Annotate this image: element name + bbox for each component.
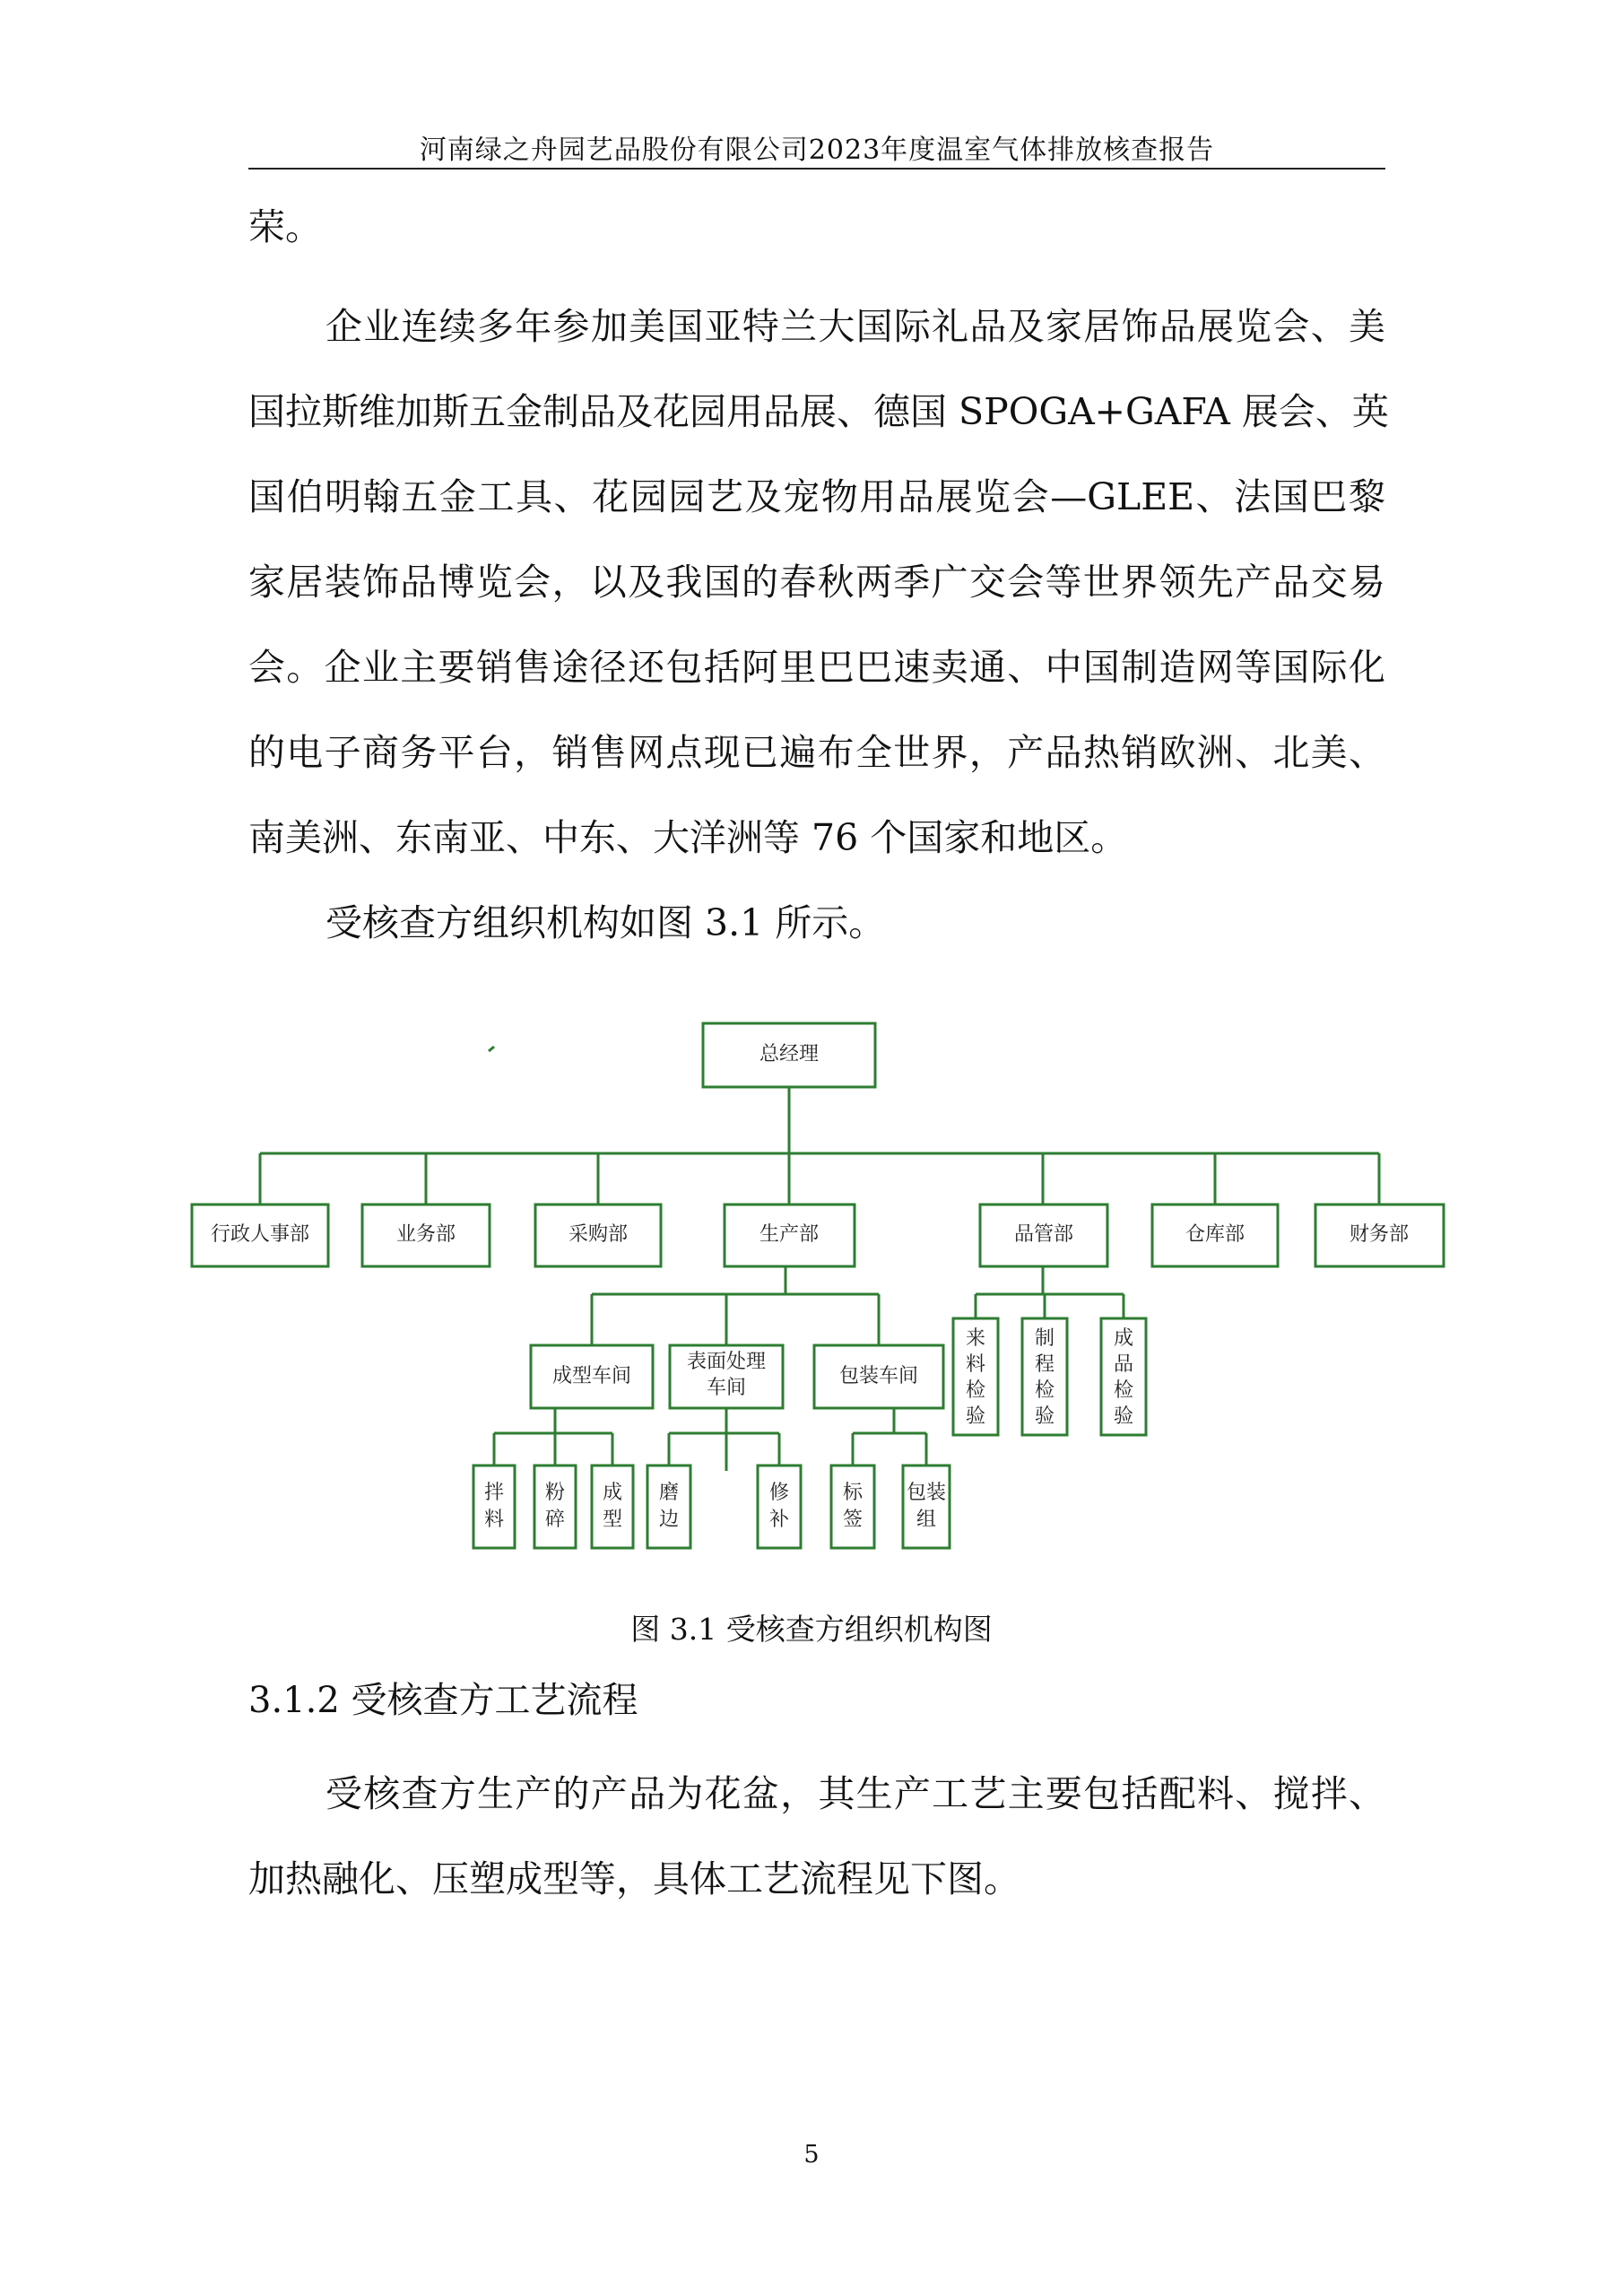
org-node-forming-workshop-label: 成型车间 (551, 1365, 632, 1387)
org-node-packing-workshop-label: 包装车间 (838, 1365, 919, 1387)
org-node-mixing-char: 料 (483, 1509, 505, 1531)
page-number: 5 (803, 2141, 820, 2169)
org-node-procurement-label: 采购部 (568, 1223, 629, 1246)
org-node-grinding (647, 1465, 690, 1548)
org-node-warehouse-label: 仓库部 (1185, 1223, 1245, 1246)
org-node-mixing-char: 拌 (483, 1482, 505, 1504)
org-node-production-label: 生产部 (759, 1223, 820, 1246)
paragraph-line: 受核查方生产的产品为花盆，其生产工艺主要包括配料、搅拌、 (325, 1772, 1385, 1815)
org-node-process-inspection-char: 验 (1034, 1405, 1055, 1428)
org-node-labeling-char: 签 (842, 1509, 864, 1531)
org-node-packing-group-char: 包装 (906, 1482, 947, 1504)
org-node-business-label: 业务部 (395, 1223, 456, 1246)
org-node-packing-group (903, 1465, 950, 1548)
paragraph-line: 的电子商务平台，销售网点现已遍布全世界，产品热销欧洲、北美、 (248, 731, 1385, 774)
org-node-finished-inspection-char: 成 (1113, 1327, 1134, 1350)
org-node-crushing-char: 碎 (544, 1509, 566, 1531)
paragraph-line: 会。企业主要销售途径还包括阿里巴巴速卖通、中国制造网等国际化 (248, 646, 1385, 689)
paragraph-line: 国拉斯维加斯五金制品及花园用品展、德国 SPOGA+GAFA 展会、英 (248, 390, 1389, 433)
org-node-finished-inspection-char: 验 (1113, 1405, 1134, 1428)
paragraph-line: 受核查方组织机构如图 3.1 所示。 (325, 901, 886, 944)
org-node-incoming-inspection-char: 验 (965, 1405, 986, 1428)
org-node-grinding-char: 边 (658, 1509, 680, 1531)
paragraph-line: 南美洲、东南亚、中东、大洋洲等 76 个国家和地区。 (248, 816, 1128, 859)
paragraph-line: 加热融化、压塑成型等，具体工艺流程见下图。 (248, 1857, 1020, 1900)
org-node-repair-char: 修 (768, 1482, 790, 1504)
org-node-shaping-char: 型 (602, 1509, 623, 1531)
paragraph-line: 国伯明翰五金工具、花园园艺及宠物用品展览会—GLEE、法国巴黎 (248, 475, 1385, 518)
paragraph-line: 荣。 (248, 205, 322, 248)
paragraph-line: 家居装饰品博览会，以及我国的春秋两季广交会等世界领先产品交易 (248, 561, 1385, 604)
org-node-finance-label: 财务部 (1349, 1223, 1410, 1246)
figure-caption: 图 3.1 受核查方组织机构图 (630, 1612, 993, 1647)
org-node-repair (758, 1465, 801, 1548)
org-node-admin-hr-label: 行政人事部 (210, 1223, 310, 1246)
org-node-shaping (592, 1465, 633, 1548)
org-node-incoming-inspection-char: 来 (965, 1327, 986, 1350)
org-node-general-manager-label: 总经理 (759, 1043, 820, 1065)
tick-mark (489, 1047, 494, 1051)
section-heading: 3.1.2 受核查方工艺流程 (248, 1680, 638, 1721)
org-node-surface-workshop-label: 表面处理 (686, 1351, 767, 1373)
org-node-crushing-char: 粉 (544, 1482, 566, 1504)
org-node-process-inspection-char: 制 (1034, 1327, 1055, 1350)
org-node-mixing (473, 1465, 515, 1548)
org-node-finished-inspection-char: 检 (1113, 1379, 1134, 1402)
org-node-shaping-char: 成 (602, 1482, 623, 1504)
org-node-crushing (534, 1465, 576, 1548)
org-node-quality-label: 品管部 (1013, 1223, 1074, 1246)
org-node-packing-group-char: 组 (916, 1509, 937, 1531)
org-node-process-inspection-char: 检 (1034, 1379, 1055, 1402)
org-node-grinding-char: 磨 (658, 1482, 680, 1504)
org-node-incoming-inspection-char: 检 (965, 1379, 986, 1402)
org-node-labeling (831, 1465, 874, 1548)
org-node-surface-workshop-label: 车间 (706, 1377, 747, 1399)
org-node-process-inspection-char: 程 (1034, 1353, 1055, 1376)
org-node-repair-char: 补 (768, 1509, 790, 1531)
org-node-finished-inspection-char: 品 (1113, 1353, 1134, 1376)
paragraph-line: 企业连续多年参加美国亚特兰大国际礼品及家居饰品展览会、美 (325, 305, 1385, 348)
org-node-labeling-char: 标 (842, 1482, 864, 1504)
org-node-incoming-inspection-char: 料 (965, 1353, 986, 1376)
org-connectors (260, 1087, 1379, 1471)
report-header: 河南绿之舟园艺品股份有限公司2023年度温室气体排放核查报告 (419, 135, 1215, 166)
